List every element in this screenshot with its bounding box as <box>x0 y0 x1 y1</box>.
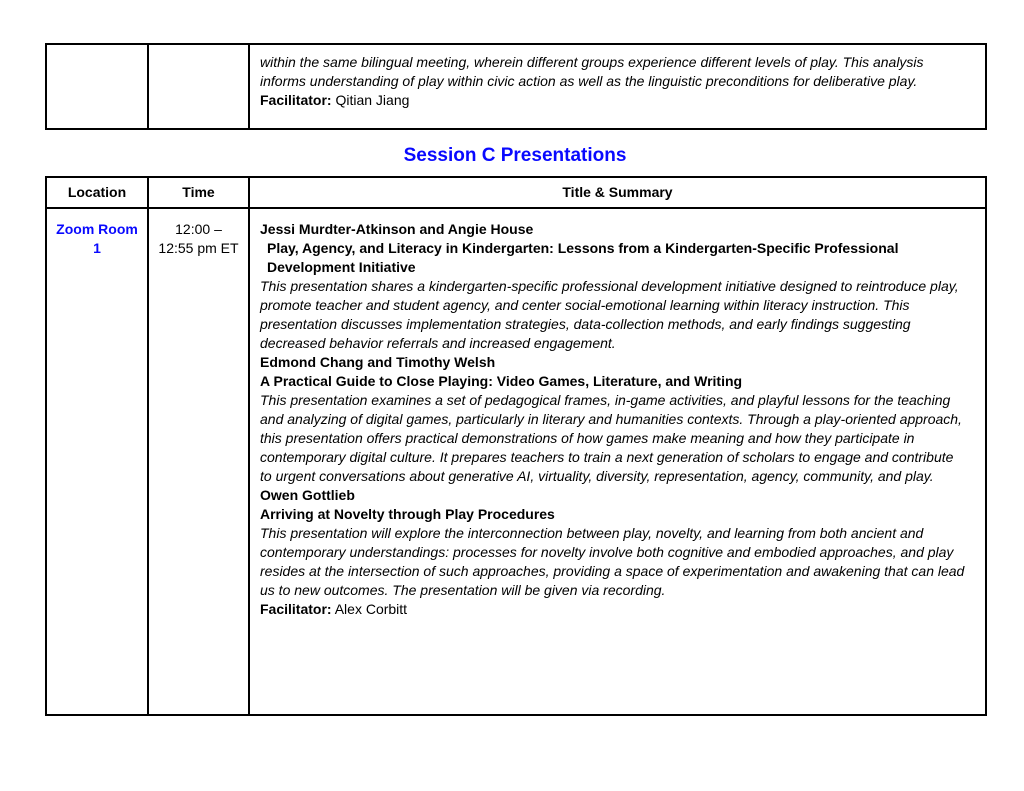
session-c-row-zoom-room-1 <box>46 208 986 715</box>
facilitator-name: Qitian Jiang <box>335 92 410 108</box>
presentation-1-authors: Jessi Murdter-Atkinson and Angie House <box>260 221 534 237</box>
presentation-1-summary: This presentation shares a kindergarten-specific professional development initiative designed to reintroduce play, promote teacher and student agency, and center social-emotional learning within literacy instruction. This presentation discusses implementation strategies, data-collection methods, and early findings suggesting decreased behavior referrals and increased engagement. <box>260 278 959 351</box>
presentation-1-title: Play, Agency, and Literacy in Kindergarten: Lessons from a Kindergarten-Specific Professional Development Initiative <box>267 240 899 275</box>
previous-session-row <box>46 44 986 129</box>
presentation-3-authors: Owen Gottlieb <box>260 487 355 503</box>
previous-session-location-cell-empty <box>46 44 148 129</box>
time-text: 12:00 – 12:55 pm ET <box>158 221 239 256</box>
session-c-table <box>45 176 987 716</box>
column-header-location: Location <box>46 177 148 208</box>
presentation-2-summary: This presentation examines a set of pedagogical frames, in-game activities, and playful lessons for the teaching and analyzing of digital games, particularly in literary and humanities contexts. Through a play-oriented approach, this presentation offers practical demonstrations of how games make meaning and how they participate in contemporary digital culture. It prepares teachers to train a next generation of scholars to engage and contribute to urgent conversations about generative AI, virtuality, diversity, representation, agency, community, and play. <box>260 392 962 484</box>
time-cell <box>148 208 249 715</box>
session-c-header-row <box>46 177 986 208</box>
location-cell <box>46 208 148 715</box>
facilitator-label: Facilitator: <box>260 601 332 617</box>
previous-session-table <box>45 43 987 130</box>
session-c-heading: Session C Presentations <box>403 145 627 166</box>
column-header-time: Time <box>148 177 249 208</box>
previous-session-facilitator-line <box>260 91 965 110</box>
presentation-3-title: Arriving at Novelty through Play Procedures <box>260 506 555 522</box>
facilitator-label: Facilitator: <box>260 92 332 108</box>
session-c-facilitator-line <box>260 600 965 619</box>
facilitator-name: Alex Corbitt <box>334 601 408 617</box>
previous-session-summary-cell <box>249 44 986 129</box>
presentation-2-title: A Practical Guide to Close Playing: Video Games, Literature, and Writing <box>260 373 743 389</box>
location-text: Zoom Room 1 <box>56 221 138 256</box>
document-content <box>45 0 985 716</box>
previous-session-summary-text: within the same bilingual meeting, wherein different groups experience different levels of play. This analysis informs understanding of play within civic action as well as the linguistic preconditions for deliberative play. <box>260 54 924 89</box>
presentation-3-summary: This presentation will explore the interconnection between play, novelty, and learning from both ancient and contemporary understandings: processes for novelty involve both cognitive and embodied approaches, and play resides at the intersection of such approaches, providing a space of experimentation and awakening that can lead us to new outcomes. The presentation will be given via recording. <box>260 525 965 598</box>
column-header-title-summary: Title & Summary <box>249 177 986 208</box>
previous-session-time-cell-empty <box>148 44 249 129</box>
title-summary-cell <box>249 208 986 715</box>
presentation-2-authors: Edmond Chang and Timothy Welsh <box>260 354 496 370</box>
